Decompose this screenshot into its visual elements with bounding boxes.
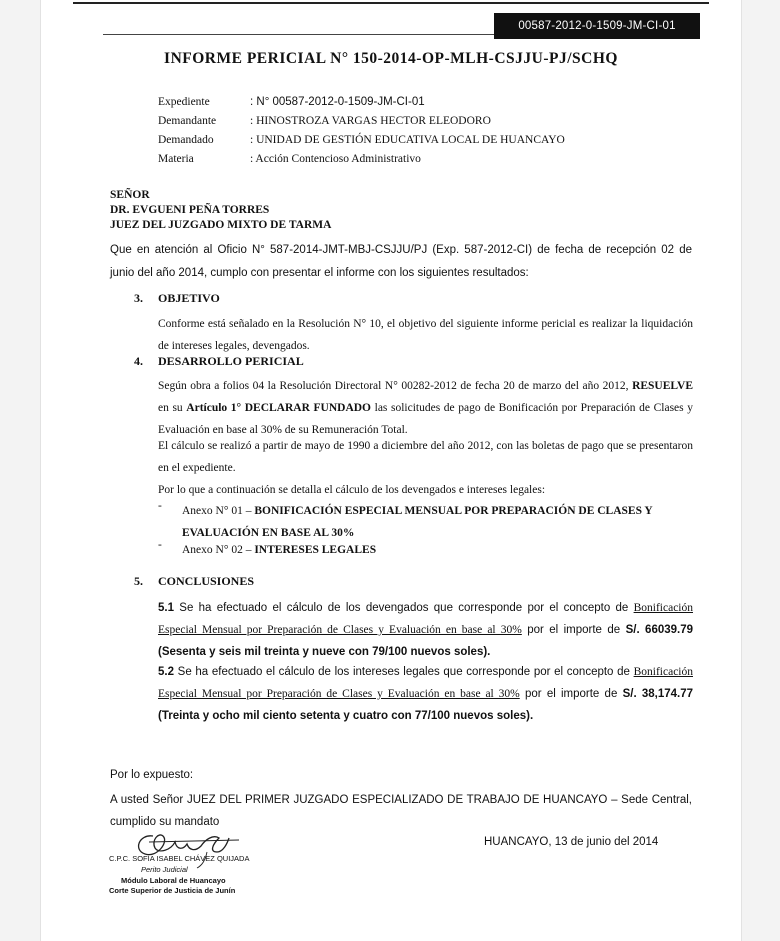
section-heading-objetivo: OBJETIVO xyxy=(158,291,220,305)
text-run-bold: RESUELVE xyxy=(632,380,693,392)
desarrollo-paragraph-2: El cálculo se realizó a partir de mayo de 1990 a diciembre del año 2012, con las boletas de pago que se presentaron en el expediente. xyxy=(158,440,693,474)
objetivo-text: Conforme está señalado en la Resolución N° 10, el objetivo del siguiente informe pericial es realizar la liquidación de intereses legales, devengados. xyxy=(158,318,693,352)
intro-paragraph: Que en atención al Oficio N° 587-2014-JMT-MBJ-CSJJU/PJ (Exp. 587-2012-CI) de fecha de recepción 02 de junio del año 2014, cumplo con presentar el informe con los siguientes resultados: xyxy=(110,244,692,279)
meta-label: Expediente xyxy=(158,96,210,108)
handwritten-signature xyxy=(109,828,289,908)
conclusion-5-2 xyxy=(158,661,693,727)
text-run: Según obra a folios 04 la Resolución Directoral N° 00282-2012 de fecha 20 de marzo del año 2012, xyxy=(158,380,633,392)
text-run: Se ha efectuado el cálculo de los devengados que corresponde por el concepto de xyxy=(174,602,634,614)
document-date: HUANCAYO, 13 de junio del 2014 xyxy=(484,836,659,848)
document-page xyxy=(40,0,742,941)
header-rule xyxy=(103,34,501,35)
signature-role: Perito Judicial xyxy=(141,865,188,874)
text-run: por el importe de xyxy=(521,624,626,636)
text-run-bold: S/. 38,174.77 (Treinta y ocho mil ciento setenta y cuatro con 77/100 nuevos soles). xyxy=(158,688,694,722)
addressee-block xyxy=(110,188,331,233)
meta-row-materia xyxy=(158,150,565,169)
text-run-bold: INTERESES LEGALES xyxy=(254,544,377,556)
text-run-underline: Bonificación Especial Mensual por Preparación de Clases y Evaluación en base al 30% xyxy=(158,602,693,636)
annex-item-2 xyxy=(182,539,694,561)
section-heading-desarrollo: DESARROLLO PERICIAL xyxy=(158,354,304,368)
addressee-line: JUEZ DEL JUZGADO MIXTO DE TARMA xyxy=(110,219,332,231)
bullet-dash: - xyxy=(158,539,162,551)
addressee-line: SEÑOR xyxy=(110,189,150,201)
text-run-bold: BONIFICACIÓN ESPECIAL MENSUAL POR PREPARACIÓN DE CLASES Y EVALUACIÓN EN BASE AL 30% xyxy=(182,505,653,539)
meta-value: : Acción Contencioso Administrativo xyxy=(250,153,421,165)
text-run-bold: 5.1 xyxy=(158,602,174,614)
text-run-bold: S/. 66039.79 (Sesenta y seis mil treinta y nueve con 79/100 nuevos soles). xyxy=(158,624,694,658)
meta-label: Demandante xyxy=(158,115,217,127)
text-run: por el importe de xyxy=(519,688,623,700)
text-run: Anexo N° 01 – xyxy=(182,505,255,517)
text-run: Se ha efectuado el cálculo de los intereses legales que corresponde por el concepto de xyxy=(174,666,634,678)
closing-line-2: A usted Señor JUEZ DEL PRIMER JUZGADO ESPECIALIZADO DE TRABAJO DE HUANCAYO – Sede Central, cumplido su mandato xyxy=(110,794,692,828)
section-number: 5. xyxy=(134,574,143,588)
text-run: las solicitudes de pago de Bonificación por Preparación de Clases y Evaluación en base al 30% de su Remuneración Total. xyxy=(158,402,693,436)
top-border-line xyxy=(73,2,709,4)
meta-label: Demandado xyxy=(158,134,214,146)
bullet-dash: - xyxy=(158,500,162,512)
signature-name: C.P.C. SOFÍA ISABEL CHÁVEZ QUIJADA xyxy=(109,854,250,863)
meta-row-expediente xyxy=(158,93,565,112)
text-run-bold: 5.2 xyxy=(158,666,174,678)
section-number: 3. xyxy=(134,291,143,305)
case-metadata xyxy=(158,93,565,169)
text-run: Anexo N° 02 – xyxy=(182,544,255,556)
desarrollo-paragraph-1 xyxy=(158,375,693,441)
desarrollo-paragraph-3: Por lo que a continuación se detalla el cálculo de los devengados e intereses legales: xyxy=(158,484,546,496)
section-number: 4. xyxy=(134,354,143,368)
text-run-underline: Bonificación Especial Mensual por Preparación de Clases y Evaluación en base al 30% xyxy=(158,666,693,700)
meta-label: Materia xyxy=(158,153,194,165)
meta-value: : UNIDAD DE GESTIÓN EDUCATIVA LOCAL DE HUANCAYO xyxy=(250,134,565,146)
annex-item-1 xyxy=(182,500,694,544)
signature-court: Corte Superior de Justicia de Junín xyxy=(109,886,236,895)
report-title: INFORME PERICIAL N° 150-2014-OP-MLH-CSJJU-PJ/SCHQ xyxy=(164,50,618,67)
meta-row-demandado xyxy=(158,131,565,150)
text-run-bold: Artículo 1° DECLARAR FUNDADO xyxy=(186,402,372,414)
meta-row-demandante xyxy=(158,112,565,131)
conclusion-5-1 xyxy=(158,597,693,663)
meta-value: : N° 00587-2012-0-1509-JM-CI-01 xyxy=(250,96,425,108)
signature-office: Módulo Laboral de Huancayo xyxy=(121,876,226,885)
meta-value: : HINOSTROZA VARGAS HECTOR ELEODORO xyxy=(250,115,491,127)
file-number-stamp: 00587-2012-0-1509-JM-CI-01 xyxy=(494,13,700,39)
section-heading-conclusiones: CONCLUSIONES xyxy=(158,574,255,588)
closing-line-1: Por lo expuesto: xyxy=(110,769,194,781)
addressee-line: DR. EVGUENI PEÑA TORRES xyxy=(110,204,270,216)
text-run: en su xyxy=(158,402,187,414)
